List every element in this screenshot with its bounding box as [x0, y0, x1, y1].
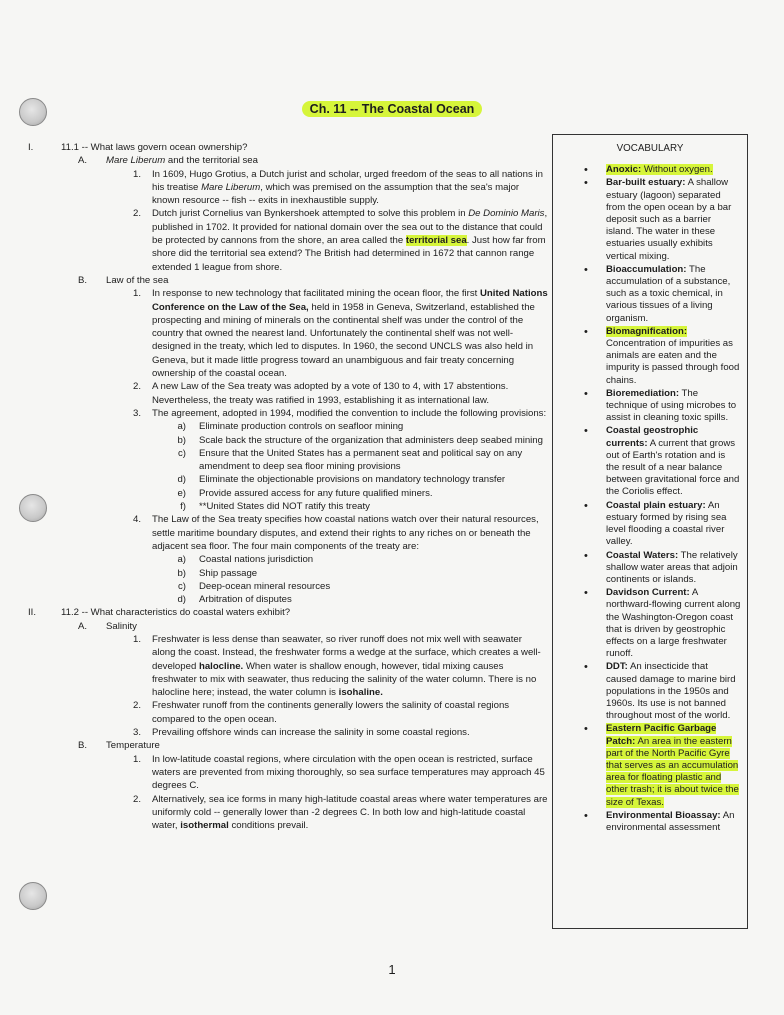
outline-text: Freshwater is less dense than seawater, so river runoff does not mix well with seawater along the coast. Instead, the freshwater forms a wedge at the surface, which creates a well-developed halocline. When water is shallow enough, however, tidal mixing causes freshwater to mix with seawater, thus reducing the salinity of the water column. There is no halocline here; instead, the water column is isohaline. [152, 633, 541, 699]
vocabulary-item: • Anoxic: Without oxygen. [606, 164, 741, 176]
vocabulary-item: • Environmental Bioassay: An environmental assessment [606, 810, 741, 834]
outline-text: A new Law of the Sea treaty was adopted by a vote of 130 to 4, with 17 abstentions. Nevertheless, the treaty was ratified in 1993, establishing it as international law. [152, 381, 509, 406]
outline-item [28, 487, 548, 500]
outline-item [28, 473, 548, 486]
outline [28, 141, 548, 832]
outline-text: Dutch jurist Cornelius van Bynkershoek attempted to solve this problem in De Dominio Maris, published in 1702. It provided for national domain over the sea out to the distance that could be protected by cannons from the shore, an area called the territorial sea. Just how far from shore did the territorial sea extend? The British had determined in 1672 that cannon range extended 1 league from shore. [152, 208, 548, 273]
outline-text: Alternatively, sea ice forms in many high-latitude coastal areas where water temperatures are uniformly cold -- generally lower than -2 degrees C. In both low and high-latitude coastal water, isothermal conditions prevail. [152, 793, 548, 832]
outline-text: Arbitration of disputes [199, 594, 292, 606]
outline-label: 2. [132, 700, 141, 712]
vocabulary-box [552, 134, 748, 929]
outline-text: Temperature [106, 740, 160, 752]
outline-text: Freshwater runoff from the continents generally lowers the salinity of coastal regions compared to the open ocean. [152, 700, 510, 725]
outline-item [28, 793, 548, 833]
outline-text: Deep-ocean mineral resources [199, 580, 331, 592]
vocabulary-list [553, 164, 747, 834]
outline-label: A. [78, 620, 88, 632]
outline-label: d) [177, 594, 186, 606]
outline-text: Ship passage [199, 567, 258, 579]
outline-text: Prevailing offshore winds can increase the salinity in some coastal regions. [152, 727, 470, 739]
vocabulary-item: • Davidson Current: A northward-flowing current along the Washington-Oregon coast that is driven by geostrophic effects on a large freshwater runoff. [606, 587, 741, 660]
outline-item [28, 726, 548, 739]
outline-item [28, 739, 548, 752]
outline-item [28, 606, 548, 619]
outline-label: d) [177, 474, 186, 486]
outline-item [28, 699, 548, 726]
outline-text: 11.2 -- What characteristics do coastal waters exhibit? [61, 607, 291, 619]
outline-item [28, 141, 548, 154]
outline-item [28, 553, 548, 566]
outline-label: 2. [132, 793, 141, 805]
outline-item [28, 207, 548, 273]
outline-label: b) [177, 567, 186, 579]
outline-label: a) [177, 554, 186, 566]
outline-text: 11.1 -- What laws govern ocean ownership? [61, 142, 248, 153]
outline-item [28, 513, 548, 553]
outline-item [28, 407, 548, 420]
vocabulary-item: • Bar-built estuary: A shallow estuary (lagoon) separated from the open ocean by a bar deposit such as a barrier island. The water in these estuaries usually exhibits vertical mixing. [606, 177, 741, 262]
vocabulary-item: • Biomagnification: Concentration of impurities as animals are eaten and the impurity is passed through food chains. [606, 326, 741, 387]
outline-text: Coastal nations jurisdiction [199, 554, 314, 566]
vocabulary-item: • Coastal geostrophic currents: A current that grows out of Earth's rotation and is the result of a near balance between gravitational force and the Coriolis effect. [606, 425, 741, 498]
outline-label: e) [177, 487, 186, 499]
outline-item [28, 287, 548, 380]
outline-text: The Law of the Sea treaty specifies how coastal nations watch over their natural resources, settle maritime boundary disputes, and extend their rights to any riches on or beneath the adjacent sea floor. The four main components of the treaty are: [152, 514, 539, 552]
outline-item [28, 274, 548, 287]
outline-text: Scale back the structure of the organization that administers deep seabed mining [199, 434, 543, 446]
binder-hole-bottom [19, 882, 47, 910]
outline-text: In 1609, Hugo Grotius, a Dutch jurist and scholar, urged freedom of the seas to all nations in his treatise Mare Liberum, which was premised on the assumption that the sea's major known resource -- fish -- exits in inexhaustible supply. [152, 168, 543, 207]
vocabulary-item: • Eastern Pacific Garbage Patch: An area in the eastern part of the North Pacific Gyre that serves as an accumulation area for floating plastic and other trash; it is about twice the size of Texas. [606, 723, 741, 808]
outline-label: 4. [132, 514, 141, 526]
outline-label: a) [177, 421, 186, 433]
outline-item [28, 500, 548, 513]
outline-text: Mare Liberum and the territorial sea [106, 155, 258, 167]
vocabulary-heading: VOCABULARY [616, 143, 684, 154]
outline-label: II. [28, 607, 36, 619]
vocabulary-item: • Bioaccumulation: The accumulation of a substance, such as a toxic chemical, in various tissues of a living organism. [606, 264, 741, 325]
outline-label: b) [177, 434, 186, 446]
outline-item [28, 753, 548, 793]
outline-label: 1. [132, 753, 141, 765]
outline-item [28, 447, 548, 474]
outline-label: B. [78, 274, 88, 286]
outline-label: f) [180, 501, 186, 513]
outline-label: 2. [132, 208, 141, 220]
outline-text: Salinity [106, 620, 137, 632]
outline-label: I. [28, 142, 34, 153]
vocabulary-item: • Coastal Waters: The relatively shallow water areas that adjoin continents or islands. [606, 550, 741, 587]
vocabulary-item: • Bioremediation: The technique of using microbes to assist in cleaning toxic spills. [606, 388, 741, 425]
outline-text: Eliminate production controls on seafloor mining [199, 421, 404, 433]
outline-text: Law of the sea [106, 274, 169, 286]
vocabulary-item: • Coastal plain estuary: An estuary formed by rising sea level flooding a coastal river valley. [606, 500, 741, 549]
outline-item [28, 580, 548, 593]
outline-label: A. [78, 155, 88, 167]
outline-item [28, 168, 548, 208]
outline-label: c) [178, 580, 186, 592]
outline-label: 1. [132, 288, 141, 300]
outline-item [28, 633, 548, 699]
outline-label: c) [178, 447, 186, 459]
outline-text: Ensure that the United States has a permanent seat and political say on any amendment to deep sea floor mining provisions [199, 447, 523, 473]
outline-label: 3. [132, 407, 141, 419]
outline-item [28, 620, 548, 633]
outline-label: B. [78, 740, 88, 752]
outline-item [28, 154, 548, 167]
outline-text: **United States did NOT ratify this treaty [199, 501, 370, 513]
outline-label: 3. [132, 727, 141, 739]
outline-item [28, 434, 548, 447]
outline-label: 2. [132, 381, 141, 393]
outline-item [28, 593, 548, 606]
page-number: 1 [388, 962, 396, 977]
outline-label: 1. [132, 168, 141, 180]
page-title-text: Ch. 11 -- The Coastal Ocean [302, 101, 483, 117]
outline-item [28, 380, 548, 407]
outline-text: In low-latitude coastal regions, where circulation with the open ocean is restricted, surface waters are prevented from mixing thoroughly, so sea surface temperatures may approach 45 degrees C. [152, 753, 545, 792]
vocabulary-item: • DDT: An insecticide that caused damage to marine bird populations in the 1950s and 1960s. Its use is not banned throughout most of the world. [606, 661, 741, 722]
page-title [0, 102, 784, 116]
outline-text: Provide assured access for any future qualified miners. [199, 487, 433, 499]
outline-text: Eliminate the objectionable provisions on mandatory technology transfer [199, 474, 506, 486]
outline-text: The agreement, adopted in 1994, modified the convention to include the following provisions: [152, 407, 547, 419]
outline-item [28, 567, 548, 580]
outline-item [28, 420, 548, 433]
outline-label: 1. [132, 633, 141, 645]
outline-text: In response to new technology that facilitated mining the ocean floor, the first United Nations Conference on the Law of the Sea, held in 1958 in Geneva, Switzerland, established the prospecting and mining of minerals on the continental shelf was under the control of the country that owned the nearest land. Unfortunately the continental shelf was not well-designed in the treaty, which led to disputes. In 1960, the second UNCLS was also held in Geneva, but it made little progress toward an unambiguous and fair treaty concerning ownership of the coastal ocean. [152, 288, 548, 380]
